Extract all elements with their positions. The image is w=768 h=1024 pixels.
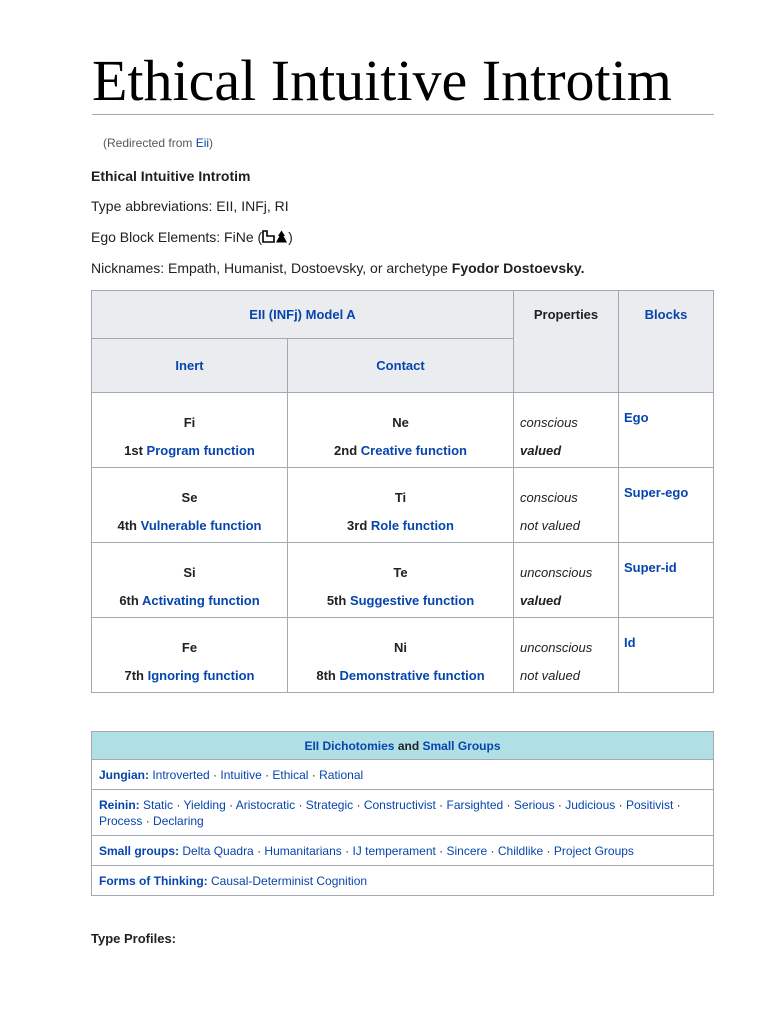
model-a-table bbox=[91, 290, 714, 693]
navbox-link[interactable]: Strategic bbox=[305, 798, 354, 812]
navbox-link[interactable]: Causal-Determinist Cognition bbox=[211, 874, 368, 888]
function-link[interactable]: Creative function bbox=[360, 443, 467, 458]
separator-dot: · bbox=[209, 768, 221, 782]
separator-dot: · bbox=[173, 798, 184, 812]
separator-dot: · bbox=[487, 844, 498, 858]
properties-cell: conscious not valued bbox=[514, 468, 619, 543]
separator-dot: · bbox=[308, 768, 320, 782]
redirect-note: (Redirected from Eii) bbox=[103, 136, 214, 150]
intro-heading: Ethical Intuitive Introtim bbox=[91, 168, 251, 184]
function-row bbox=[92, 468, 714, 543]
navbox-row-forms-of-thinking bbox=[92, 866, 713, 895]
function-code: Ti bbox=[394, 490, 407, 505]
separator-dot: · bbox=[543, 844, 554, 858]
properties-cell: unconscious valued bbox=[514, 543, 619, 618]
separator-dot: · bbox=[253, 844, 265, 858]
navbox-link[interactable]: Delta Quadra bbox=[182, 844, 254, 858]
navbox-link[interactable]: Childlike bbox=[497, 844, 544, 858]
block-link[interactable]: Super-id bbox=[624, 560, 677, 575]
function-code: Se bbox=[181, 490, 198, 505]
navbox-row-reinin bbox=[92, 790, 713, 836]
function-link[interactable]: Activating function bbox=[141, 593, 260, 608]
block-cell bbox=[619, 393, 714, 468]
function-code: Fe bbox=[181, 640, 198, 655]
fi-icon bbox=[262, 230, 275, 243]
redirect-link[interactable]: Eii bbox=[195, 136, 210, 150]
separator-dot: · bbox=[142, 814, 154, 828]
function-code: Fi bbox=[183, 415, 196, 430]
function-code: Ni bbox=[394, 640, 407, 655]
navbox-link[interactable]: Judicious bbox=[565, 798, 616, 812]
separator-dot: · bbox=[615, 798, 626, 812]
separator-dot: · bbox=[353, 798, 364, 812]
dichotomies-link[interactable]: EII Dichotomies bbox=[304, 738, 395, 753]
function-cell: Si 6th Activating function bbox=[92, 543, 288, 618]
blocks-link[interactable]: Blocks bbox=[644, 307, 688, 322]
navbox-link[interactable]: Serious bbox=[513, 798, 555, 812]
navbox-link[interactable]: Aristocratic bbox=[235, 798, 296, 812]
navbox-link[interactable]: Introverted bbox=[152, 768, 210, 782]
block-cell bbox=[619, 543, 714, 618]
navbox-link[interactable]: Process bbox=[99, 814, 143, 828]
navbox-row-label[interactable]: Jungian: bbox=[99, 768, 149, 782]
inert-link[interactable]: Inert bbox=[175, 358, 204, 373]
function-link[interactable]: Role function bbox=[370, 518, 454, 533]
contact-header bbox=[288, 339, 514, 393]
function-link[interactable]: Vulnerable function bbox=[140, 518, 262, 533]
separator-dot: · bbox=[261, 768, 273, 782]
separator-dot: · bbox=[295, 798, 306, 812]
separator-dot: · bbox=[225, 798, 236, 812]
navbox-header: EII Dichotomies and Small Groups bbox=[92, 732, 713, 760]
navbox-link[interactable]: Farsighted bbox=[446, 798, 504, 812]
function-cell: Te 5th Suggestive function bbox=[288, 543, 514, 618]
properties-header: Properties bbox=[514, 291, 619, 393]
function-row bbox=[92, 618, 714, 693]
contact-link[interactable]: Contact bbox=[376, 358, 425, 373]
separator-dot: · bbox=[435, 844, 447, 858]
block-cell bbox=[619, 468, 714, 543]
block-link[interactable]: Id bbox=[624, 635, 636, 650]
page-title: Ethical Intuitive Introtim bbox=[92, 50, 714, 115]
navbox-row-label[interactable]: Small groups: bbox=[99, 844, 180, 858]
model-a-link[interactable]: EII (INFj) Model A bbox=[249, 307, 356, 322]
navbox-row-label[interactable]: Reinin: bbox=[99, 798, 140, 812]
separator-dot: · bbox=[503, 798, 514, 812]
function-cell: Ne 2nd Creative function bbox=[288, 393, 514, 468]
navbox-link[interactable]: Rational bbox=[319, 768, 364, 782]
function-code: Si bbox=[183, 565, 196, 580]
navbox-link[interactable]: Intuitive bbox=[220, 768, 262, 782]
type-profiles-heading: Type Profiles: bbox=[91, 931, 177, 946]
navbox-link[interactable]: Positivist bbox=[625, 798, 674, 812]
function-cell: Ni 8th Demonstrative function bbox=[288, 618, 514, 693]
blocks-header bbox=[619, 291, 714, 393]
function-cell: Fe 7th Ignoring function bbox=[92, 618, 288, 693]
separator-dot: · bbox=[341, 844, 353, 858]
ne-icon bbox=[275, 230, 288, 243]
ego-block-elements: Ego Block Elements: FiNe ( ) bbox=[91, 229, 293, 245]
block-link[interactable]: Super-ego bbox=[624, 485, 689, 500]
navbox-row-jungian bbox=[92, 760, 713, 790]
function-link[interactable]: Demonstrative function bbox=[339, 668, 485, 683]
separator-dot: · bbox=[435, 798, 447, 812]
separator-dot: · bbox=[673, 798, 681, 812]
function-row bbox=[92, 393, 714, 468]
navbox-row-small-groups bbox=[92, 836, 713, 866]
function-cell: Se 4th Vulnerable function bbox=[92, 468, 288, 543]
navbox-link[interactable]: Declaring bbox=[153, 814, 204, 828]
function-link[interactable]: Program function bbox=[146, 443, 255, 458]
block-cell bbox=[619, 618, 714, 693]
nicknames: Nicknames: Empath, Humanist, Dostoevsky, or archetype Fyodor Dostoevsky. bbox=[91, 260, 585, 276]
properties-cell: unconscious not valued bbox=[514, 618, 619, 693]
function-cell: Ti 3rd Role function bbox=[288, 468, 514, 543]
function-code: Te bbox=[393, 565, 408, 580]
navbox-link[interactable]: Yielding bbox=[183, 798, 226, 812]
navbox-link[interactable]: Static bbox=[143, 798, 174, 812]
function-row bbox=[92, 543, 714, 618]
function-link[interactable]: Suggestive function bbox=[349, 593, 475, 608]
properties-cell: conscious valued bbox=[514, 393, 619, 468]
navbox-link[interactable]: Humanitarians bbox=[264, 844, 342, 858]
navbox-link[interactable]: IJ temperament bbox=[352, 844, 436, 858]
model-a-title bbox=[92, 291, 514, 339]
inert-header bbox=[92, 339, 288, 393]
navbox-link[interactable]: Sincere bbox=[446, 844, 488, 858]
function-cell: Fi 1st Program function bbox=[92, 393, 288, 468]
dichotomies-navbox bbox=[91, 731, 714, 896]
block-link[interactable]: Ego bbox=[624, 410, 649, 425]
function-code: Ne bbox=[392, 415, 409, 430]
separator-dot: · bbox=[554, 798, 566, 812]
navbox-link[interactable]: Ethical bbox=[272, 768, 309, 782]
type-abbreviations: Type abbreviations: EII, INFj, RI bbox=[91, 198, 289, 214]
function-link[interactable]: Ignoring function bbox=[147, 668, 255, 683]
navbox-link[interactable]: Project Groups bbox=[553, 844, 634, 858]
navbox-link[interactable]: Constructivist bbox=[363, 798, 436, 812]
navbox-row-label[interactable]: Forms of Thinking: bbox=[99, 874, 208, 888]
small-groups-link[interactable]: Small Groups bbox=[422, 738, 501, 753]
